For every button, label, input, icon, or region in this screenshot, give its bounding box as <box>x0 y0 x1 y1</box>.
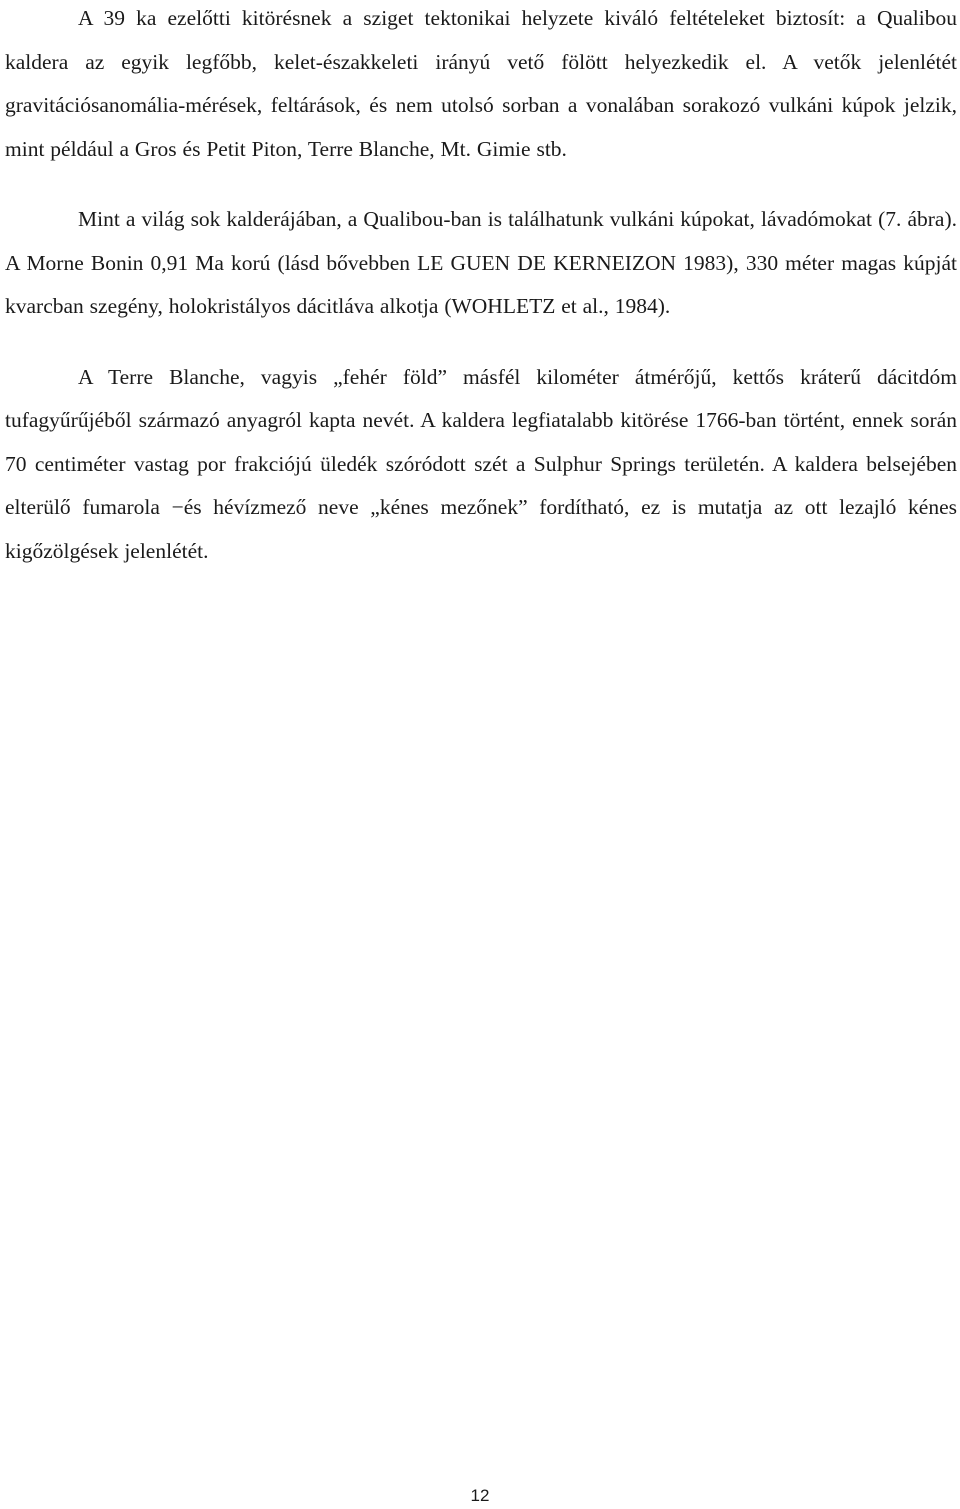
paragraph-tectonic-setting: A 39 ka ezelőtti kitörésnek a sziget tektonikai helyzete kiváló feltételeket biztosít: a Qualibou kaldera az egyik legfőbb, kelet-északkeleti irányú vető fölött helyezkedik el. A vetők jelenlétét gravitációsanomália-mérések, feltárások, és nem utolsó sorban a vonalában sorakozó vulkáni kúpok jelzik, mint például a Gros és Petit Piton, Terre Blanche, Mt. Gimie stb. <box>5 6 957 161</box>
paragraph-volcanic-cones: Mint a világ sok kalderájában, a Qualibou-ban is találhatunk vulkáni kúpokat, lávadómokat (7. ábra). A Morne Bonin 0,91 Ma korú (lásd bővebben LE GUEN DE KERNEIZON 1983), 330 méter magas kúpját kvarcban szegény, holokristályos dácitláva alkotja (WOHLETZ et al., 1984). <box>5 207 957 318</box>
body-text <box>5 0 957 573</box>
paragraph-terre-blanche: A Terre Blanche, vagyis „fehér föld” másfél kilométer átmérőjű, kettős kráterű dácitdóm tufagyűrűjéből származó anyagról kapta nevét. A kaldera legfiatalabb kitörése 1766-ban történt, ennek során 70 centiméter vastag por frakciójú üledék szóródott szét a Sulphur Springs területén. A kaldera belsejében elterülő fumarola −és hévízmező neve „kénes mezőnek” fordítható, ez is mutatja az ott lezajló kénes kigőzölgések jelenlétét. <box>5 364 957 563</box>
page-number: 12 <box>470 1486 490 1505</box>
